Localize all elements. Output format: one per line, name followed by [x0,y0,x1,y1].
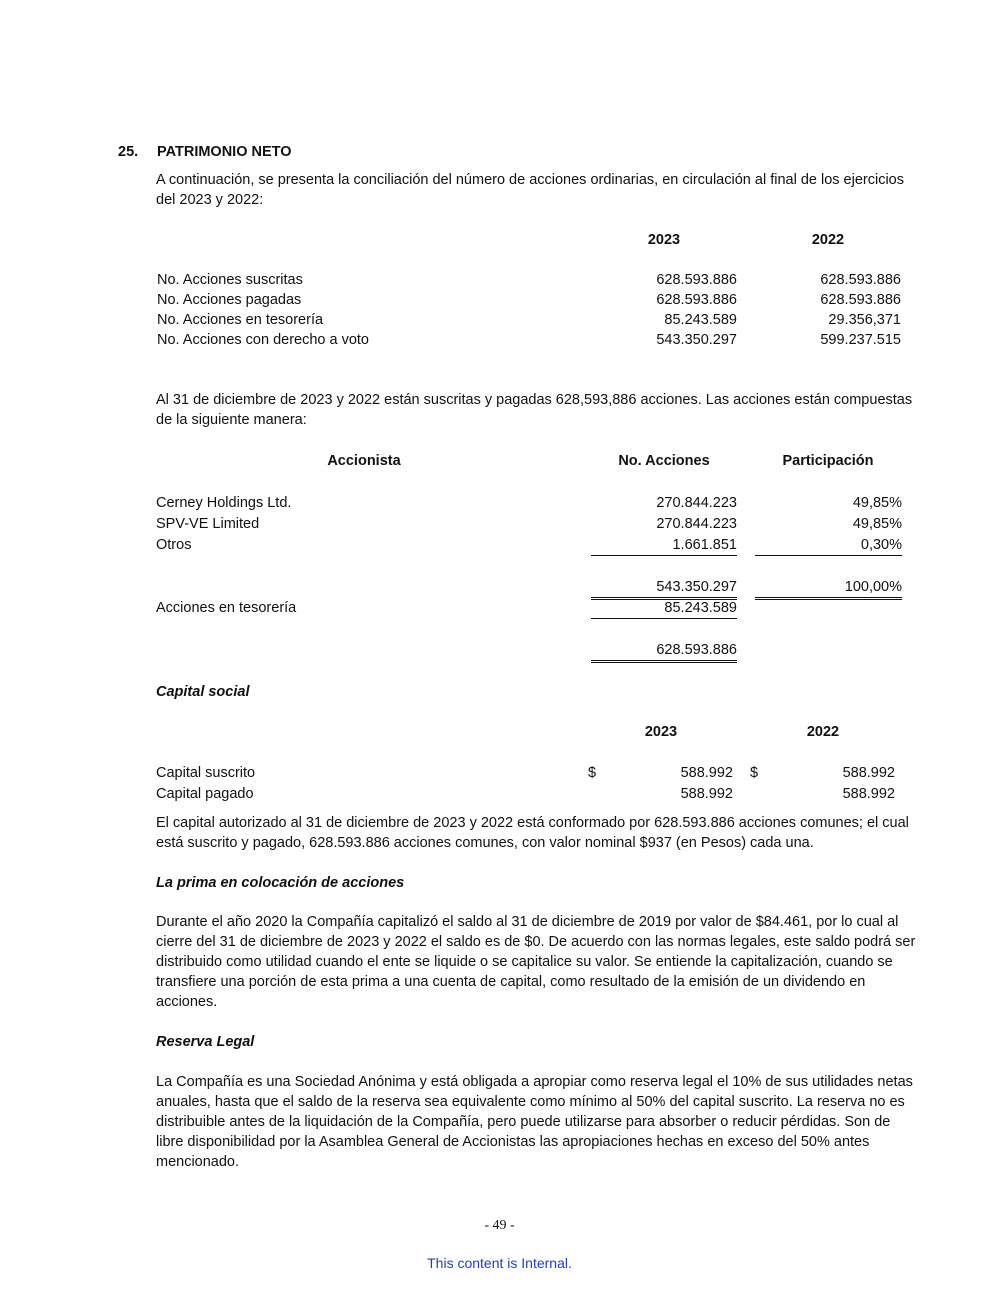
currency-symbol: $ [750,765,759,781]
reserva-heading: Reserva Legal [156,1034,255,1050]
composition-shares: 270.844.223 [656,495,737,511]
section-title: PATRIMONIO NETO [157,144,292,160]
section-number: 25. [118,144,139,160]
composition-header-participation: Participación [782,453,874,469]
shares-row-label: No. Acciones con derecho a voto [157,332,369,348]
composition-participation: 49,85% [852,516,902,532]
shares-row-2023: 628.593.886 [656,272,737,288]
section-intro: A continuación, se presenta la conciliación del número de acciones ordinarias, en circulación al final de los ejercicios del 2023 y 2022: [156,172,904,208]
composition-subtotal-participation: 100,00% [755,577,902,600]
page-number: - 49 - [484,1218,515,1233]
prima-paragraph: Durante el año 2020 la Compañía capitalizó el saldo al 31 de diciembre de 2019 por valor de $84.461, por lo cual al cierre del 31 de diciembre de 2023 y 2022 el saldo es de $0. De acuerdo con las normas legales, este saldo podrá ser distribuido como utilidad cuando el ente se liquide o se capitalice su valor. Se entiende la capitalización, cuando se transfiere una porción de esta prima a una cuenta de capital, como resultado de la emisión de un dividendo en acciones. [156,914,916,1010]
composition-participation: 49,85% [852,495,902,511]
capital-row-2023: 588.992 [680,765,733,781]
capital-social-heading: Capital social [156,684,250,700]
shares-row-2023: 628.593.886 [656,292,737,308]
shares-row-2022: 599.237.515 [820,332,901,348]
shares-row-2022: 628.593.886 [820,272,901,288]
composition-holder: Cerney Holdings Ltd. [156,495,292,511]
shares-row-2022: 29.356,371 [828,312,901,328]
capital-row-2022: 588.992 [842,786,895,802]
shares-row-2023: 85.243.589 [664,312,737,328]
capital-row-label: Capital pagado [156,786,254,802]
shares-header-2023: 2023 [647,232,681,248]
reserva-paragraph: La Compañía es una Sociedad Anónima y está obligada a apropiar como reserva legal el 10% de sus utilidades netas anuales, hasta que el saldo de la reserva sea equivalente como mínimo al 50% del capital suscrito. La reserva no es distribuible antes de la liquidación de la Compañía, pero puede utilizarse para absorber o reducir pérdidas. Son de libre disponibilidad por la Asamblea General de Accionistas las apropiaciones hechas en exceso del 50% antes mencionado. [156,1074,913,1170]
composition-header-shares: No. Acciones [618,453,710,469]
composition-shares: 1.661.851 [591,535,737,556]
composition-subtotal-shares: 543.350.297 [591,577,737,600]
composition-header-holder: Accionista [327,453,401,469]
shares-row-label: No. Acciones suscritas [157,272,303,288]
composition-participation: 0,30% [755,535,902,556]
shares-header-2022: 2022 [811,232,845,248]
composition-holder: SPV-VE Limited [156,516,260,532]
shares-row-2022: 628.593.886 [820,292,901,308]
classification-label: This content is Internal. [427,1255,572,1271]
composition-shares: 270.844.223 [656,516,737,532]
shares-row-label: No. Acciones en tesorería [157,312,324,328]
treasury-label: Acciones en tesorería [156,600,297,616]
shares-row-2023: 543.350.297 [656,332,737,348]
capital-social-paragraph: El capital autorizado al 31 de diciembre de 2023 y 2022 está conformado por 628.593.886 acciones comunes; el cual está suscrito y pagado, 628.593.886 acciones comunes, con valor nominal $937 (en Pesos) cada una. [156,815,909,851]
treasury-shares: 85.243.589 [591,598,737,619]
currency-symbol: $ [588,765,597,781]
composition-holder: Otros [156,537,192,553]
capital-header-2022: 2022 [806,724,840,740]
shares-row-label: No. Acciones pagadas [157,292,302,308]
capital-header-2023: 2023 [644,724,678,740]
composition-intro: Al 31 de diciembre de 2023 y 2022 están suscritas y pagadas 628,593,886 acciones. Las acciones están compuestas de la siguiente manera: [156,392,913,428]
capital-row-2022: 588.992 [842,765,895,781]
capital-row-label: Capital suscrito [156,765,256,781]
capital-row-2023: 588.992 [680,786,733,802]
prima-heading: La prima en colocación de acciones [156,875,405,891]
composition-total-shares: 628.593.886 [591,640,737,663]
